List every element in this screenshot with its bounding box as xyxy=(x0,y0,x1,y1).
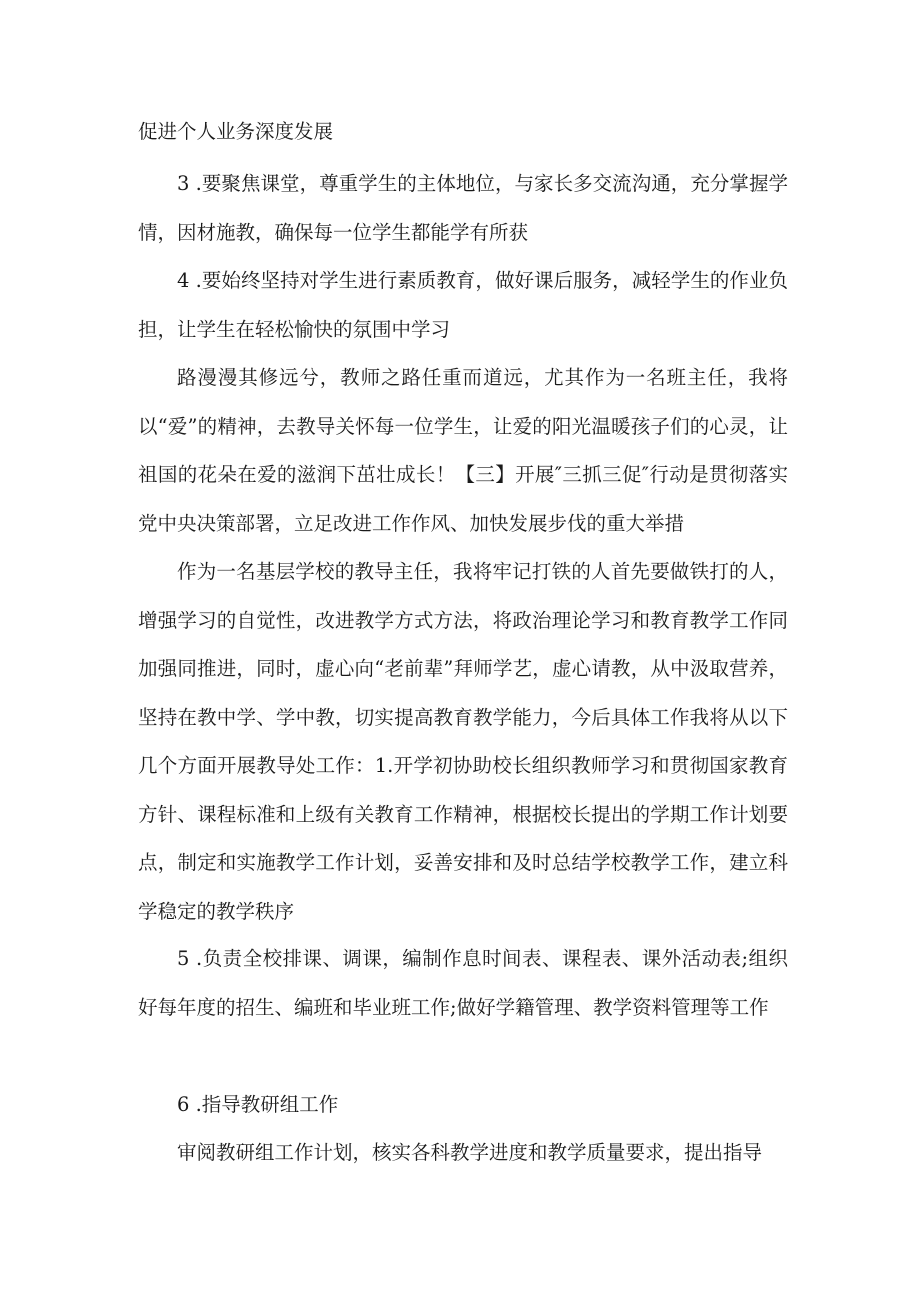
paragraph-continuation: 促进个人业务深度发展 xyxy=(138,120,334,143)
paragraph-item-5: 5 .负责全校排课、调课，编制作息时间表、课程表、课外活动表;组织好每年度的招生、编班和毕业班工作;做好学籍管理、教学资料管理等工作 xyxy=(138,947,788,1019)
paragraph-item-3: 3 .要聚焦课堂，尊重学生的主体地位，与家长多交流沟通，充分掌握学情，因材施教，确保每一位学生都能学有所获 xyxy=(138,172,788,244)
paragraph-item-6: 6 .指导教研组工作 xyxy=(177,1093,339,1116)
paragraph-research-group: 审阅教研组工作计划，核实各科教学进度和教学质量要求，提出指导 xyxy=(177,1141,763,1164)
paragraph-conclusion: 路漫漫其修远兮，教师之路任重而道远，尤其作为一名班主任，我将以“爱”的精神，去教导关怀每一位学生，让爱的阳光温暖孩子们的心灵，让祖国的花朵在爱的滋润下茁壮成长！【三】开展″三抓三促″行动是贯彻落实党中央决策部署，立足改进工作作风、加快发展步伐的重大举措 xyxy=(138,366,788,535)
paragraph-work-plan: 作为一名基层学校的教导主任，我将牢记打铁的人首先要做铁打的人，增强学习的自觉性，改进教学方式方法，将政治理论学习和教育教学工作同加强同推进，同时，虚心向“老前辈”拜师学艺，虚心请教，从中汲取营养，坚持在教中学、学中教，切实提高教育教学能力，今后具体工作我将从以下几个方面开展教导处工作：1.开学初协助校长组织教师学习和贯彻国家教育方针、课程标准和上级有关教育工作精神，根据校长提出的学期工作计划要点，制定和实施教学工作计划，妥善安排和及时总结学校教学工作，建立科学稳定的教学秩序 xyxy=(138,560,788,923)
paragraph-item-4: 4 .要始终坚持对学生进行素质教育，做好课后服务，减轻学生的作业负担，让学生在轻松愉快的氛围中学习 xyxy=(138,269,788,341)
